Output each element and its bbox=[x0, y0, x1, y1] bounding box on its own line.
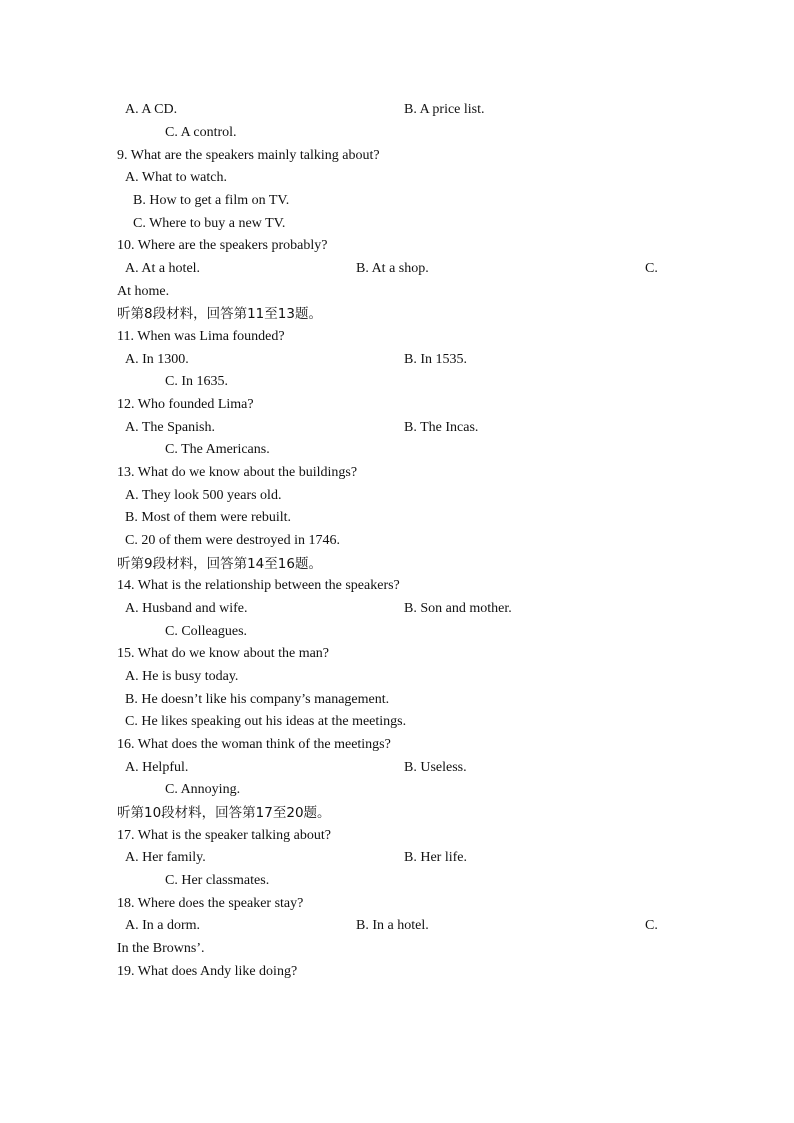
q14-option-a: A. Husband and wife. bbox=[125, 601, 248, 616]
q16-question: 16. What does the woman think of the meetings? bbox=[117, 737, 391, 752]
q10-option-c-label: C. bbox=[645, 261, 658, 276]
q8-option-b: B. A price list. bbox=[404, 102, 485, 117]
q9-question: 9. What are the speakers mainly talking about? bbox=[117, 148, 380, 163]
section-9-heading: 听第9段材料，回答第14至16题。 bbox=[117, 556, 322, 572]
q15-option-b: B. He doesn’t like his company’s management. bbox=[125, 692, 390, 707]
q9-option-a: A. What to watch. bbox=[125, 170, 227, 185]
q13-option-c: C. 20 of them were destroyed in 1746. bbox=[125, 533, 341, 548]
q9-option-c: C. Where to buy a new TV. bbox=[133, 216, 286, 231]
q15-option-a: A. He is busy today. bbox=[125, 669, 239, 684]
q17-option-c: C. Her classmates. bbox=[165, 873, 270, 888]
q11-option-a: A. In 1300. bbox=[125, 352, 189, 367]
q19-question: 19. What does Andy like doing? bbox=[117, 964, 298, 979]
q12-question: 12. Who founded Lima? bbox=[117, 397, 254, 412]
q18-question: 18. Where does the speaker stay? bbox=[117, 896, 304, 911]
q8-option-c: C. A control. bbox=[165, 125, 237, 140]
q16-option-c: C. Annoying. bbox=[165, 782, 241, 797]
section-8-heading: 听第8段材料，回答第11至13题。 bbox=[117, 306, 322, 322]
q10-option-b: B. At a shop. bbox=[356, 261, 429, 276]
q13-option-a: A. They look 500 years old. bbox=[125, 488, 282, 503]
q18-option-c-text: In the Browns’. bbox=[117, 941, 205, 956]
q10-question: 10. Where are the speakers probably? bbox=[117, 238, 328, 253]
q14-option-b: B. Son and mother. bbox=[404, 601, 512, 616]
q11-question: 11. When was Lima founded? bbox=[117, 329, 285, 344]
q17-option-a: A. Her family. bbox=[125, 850, 206, 865]
q13-question: 13. What do we know about the buildings? bbox=[117, 465, 358, 480]
q11-option-c: C. In 1635. bbox=[165, 374, 228, 389]
q12-option-c: C. The Americans. bbox=[165, 442, 270, 457]
q16-option-a: A. Helpful. bbox=[125, 760, 189, 775]
q12-option-a: A. The Spanish. bbox=[125, 420, 215, 435]
q17-option-b: B. Her life. bbox=[404, 850, 467, 865]
q13-option-b: B. Most of them were rebuilt. bbox=[125, 510, 292, 525]
q11-option-b: B. In 1535. bbox=[404, 352, 467, 367]
q14-question: 14. What is the relationship between the speakers? bbox=[117, 578, 400, 593]
q16-option-b: B. Useless. bbox=[404, 760, 467, 775]
q9-option-b: B. How to get a film on TV. bbox=[133, 193, 290, 208]
q8-option-a: A. A CD. bbox=[125, 102, 178, 117]
q18-option-c-label: C. bbox=[645, 918, 658, 933]
q12-option-b: B. The Incas. bbox=[404, 420, 479, 435]
q18-option-a: A. In a dorm. bbox=[125, 918, 201, 933]
q14-option-c: C. Colleagues. bbox=[165, 624, 248, 639]
q15-option-c: C. He likes speaking out his ideas at the meetings. bbox=[125, 714, 407, 729]
q10-option-c-text: At home. bbox=[117, 284, 170, 299]
section-10-heading: 听第10段材料，回答第17至20题。 bbox=[117, 805, 331, 821]
q10-option-a: A. At a hotel. bbox=[125, 261, 201, 276]
q18-option-b: B. In a hotel. bbox=[356, 918, 429, 933]
q15-question: 15. What do we know about the man? bbox=[117, 646, 330, 661]
q17-question: 17. What is the speaker talking about? bbox=[117, 828, 331, 843]
